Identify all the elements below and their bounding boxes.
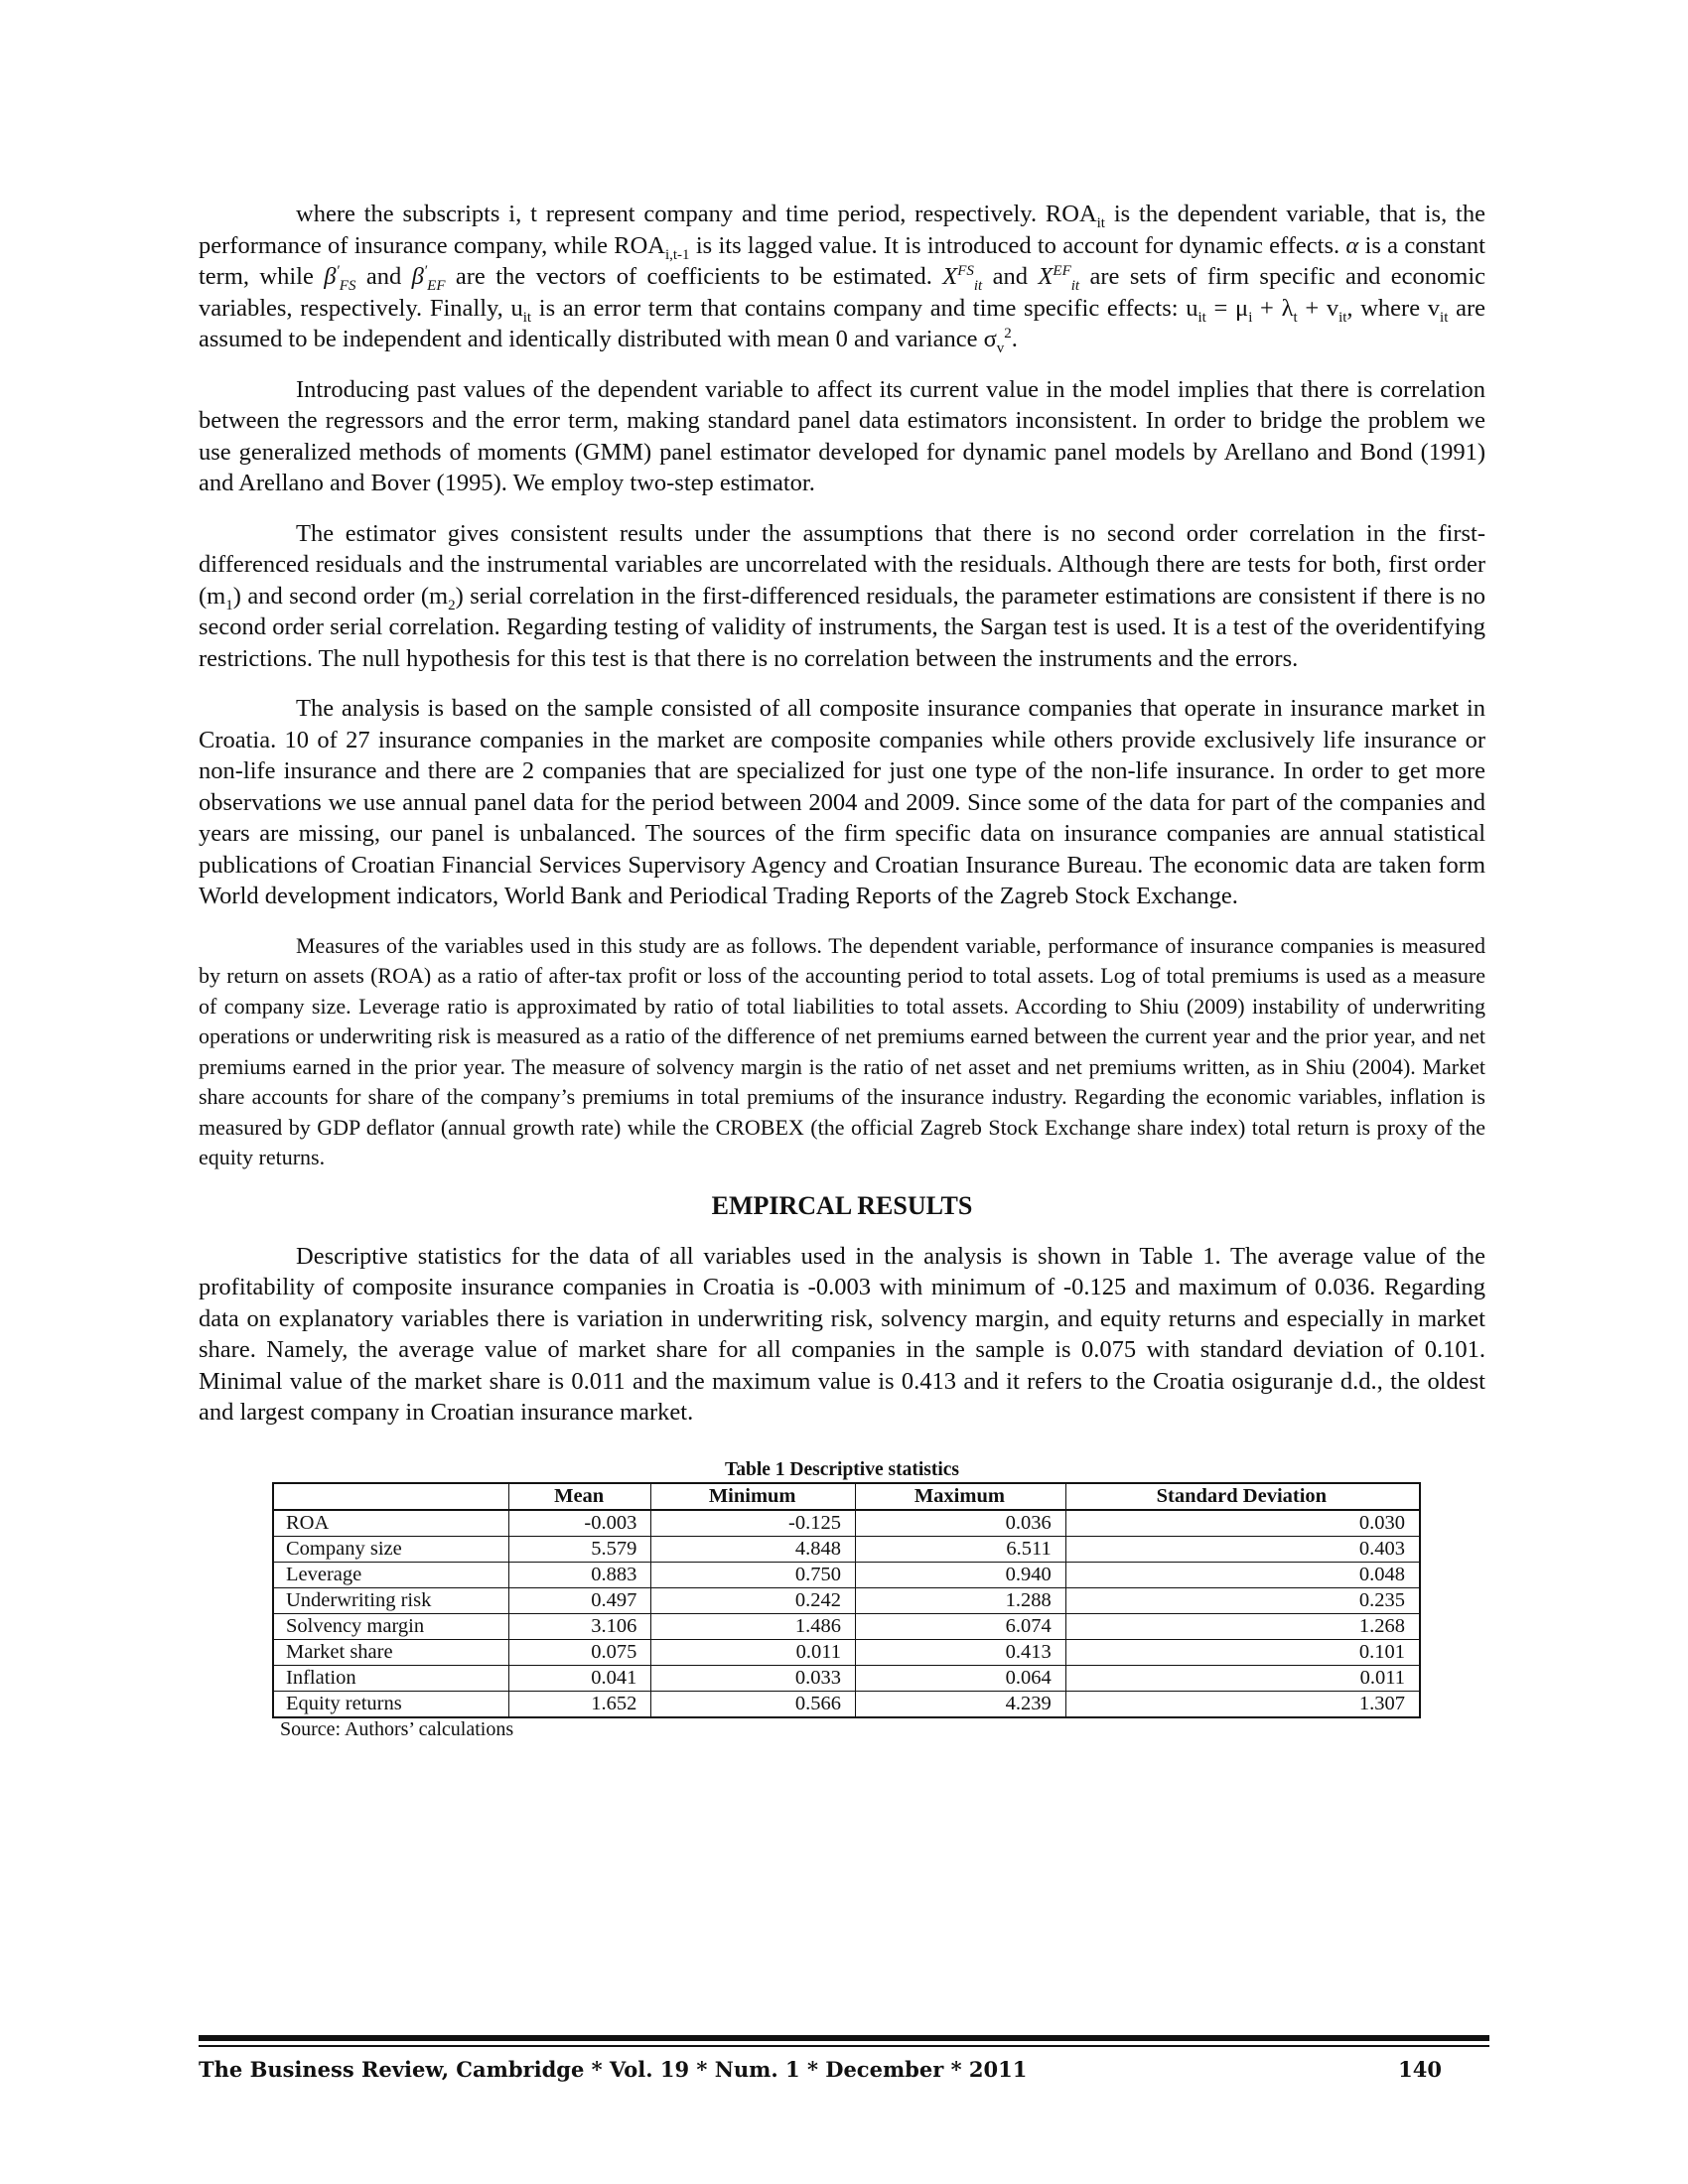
value-cell: 0.497 — [509, 1587, 651, 1613]
paragraph-sample-description: The analysis is based on the sample consisted of all composite insurance companies that operate in insurance market in Croatia. 10 of 27 insurance companies in the market are composite companies while others provide exclusively life insurance or non-life insurance and there are 2 companies that are specialized for just one type of the non-life insurance. In order to get more observations we use annual panel data for the period between 2004 and 2009. Since some of the data for part of the companies and years are missing, our panel is unbalanced. The sources of the firm specific data on insurance companies are annual statistical publications of Croatian Financial Services Supervisory Agency and Croatian Insurance Bureau. The economic data are taken form World development indicators, World Bank and Periodical Trading Reports of the Zagreb Stock Exchange. — [199, 695, 1485, 909]
value-cell: 1.268 — [1065, 1613, 1420, 1639]
table-row — [273, 1562, 1420, 1587]
value-cell: 1.288 — [856, 1587, 1066, 1613]
value-cell: 4.239 — [856, 1691, 1066, 1717]
table-row — [273, 1536, 1420, 1562]
row-label-cell: Solvency margin — [273, 1613, 509, 1639]
descriptive-statistics-table — [272, 1482, 1421, 1718]
value-cell: 1.307 — [1065, 1691, 1420, 1717]
table-body — [273, 1510, 1420, 1717]
value-cell: 0.033 — [651, 1665, 856, 1691]
value-cell: 0.030 — [1065, 1510, 1420, 1537]
row-label-cell: Equity returns — [273, 1691, 509, 1717]
value-cell: 0.566 — [651, 1691, 856, 1717]
value-cell: 0.242 — [651, 1587, 856, 1613]
value-cell: 0.041 — [509, 1665, 651, 1691]
table-row — [273, 1587, 1420, 1613]
table-header-cell: Maximum — [856, 1483, 1066, 1510]
value-cell: 0.011 — [1065, 1665, 1420, 1691]
x-ef-symbol: $X^{EF}_{it}$ — [1038, 262, 1080, 294]
value-cell: 1.652 — [509, 1691, 651, 1717]
value-cell: 0.064 — [856, 1665, 1066, 1691]
table-row — [273, 1691, 1420, 1717]
table-row — [273, 1639, 1420, 1665]
row-label-cell: Leverage — [273, 1562, 509, 1587]
value-cell: 5.579 — [509, 1536, 651, 1562]
table-header-cell: Minimum — [651, 1483, 856, 1510]
row-label-cell: Underwriting risk — [273, 1587, 509, 1613]
table-header-cell — [273, 1483, 509, 1510]
paragraph-serial-correlation: The estimator gives consistent results under the assumptions that there is no second order correlation in the first-differenced residuals and the instrumental variables are uncorrelated with the residuals. Although there are tests for both, first order $(m_1)$ and second order $(m_2)$ serial correlation in the first-differenced residuals, the parameter estimations are consistent if there is no second order serial correlation. Regarding testing of validity of instruments, the Sargan test is used. It is a test of the overidentifying restrictions. The null hypothesis for this test is that there is no correlation between the instruments and the errors. — [199, 519, 1485, 672]
paragraph-gmm-estimator: Introducing past values of the dependent variable to affect its current value in the model implies that there is correlation between the regressors and the error term, making standard panel data estimators inconsistent. In order to bridge the problem we use generalized methods of moments (GMM) panel estimator developed for dynamic panel models by Arellano and Bond (1991) and Arellano and Bover (1995). We employ two-step estimator. — [199, 375, 1485, 496]
value-cell: 1.486 — [651, 1613, 856, 1639]
row-label-cell: Inflation — [273, 1665, 509, 1691]
value-cell: 0.036 — [856, 1510, 1066, 1537]
value-cell: 0.235 — [1065, 1587, 1420, 1613]
table-row — [273, 1510, 1420, 1537]
x-fs-symbol: $X^{FS}_{it}$ — [942, 262, 983, 294]
table-header-cell: Mean — [509, 1483, 651, 1510]
footer-divider-thin — [199, 2045, 1489, 2047]
page-number: 140 — [1398, 2057, 1442, 2082]
paragraph-descriptive-statistics: Descriptive statistics for the data of all variables used in the analysis is shown in Table 1. The average value of the profitability of composite insurance companies in Croatia is -0.003 with minimum of -0.125 and maximum of 0.036. Regarding data on explanatory variables there is variation in underwriting risk, solvency margin, and equity returns and especially in market share. Namely, the average value of market share for all companies in the sample is 0.075 with standard deviation of 0.101. Minimal value of the market share is 0.011 and the maximum value is 0.413 and it refers to the Croatia osiguranje d.d., the oldest and largest company in Croatian insurance market. — [199, 1242, 1485, 1426]
value-cell: 3.106 — [509, 1613, 651, 1639]
beta-ef-symbol: $\beta'_{EF}$ — [411, 262, 446, 294]
table-row — [273, 1613, 1420, 1639]
value-cell: 0.940 — [856, 1562, 1066, 1587]
table-title: Table 1 Descriptive statistics — [725, 1458, 959, 1480]
table-header-row — [273, 1483, 1420, 1510]
row-label-cell: Market share — [273, 1639, 509, 1665]
value-cell: 0.750 — [651, 1562, 856, 1587]
row-label-cell: Company size — [273, 1536, 509, 1562]
value-cell: 4.848 — [651, 1536, 856, 1562]
value-cell: -0.125 — [651, 1510, 856, 1537]
value-cell: 0.011 — [651, 1639, 856, 1665]
value-cell: 6.511 — [856, 1536, 1066, 1562]
paragraph-model-definition: where the subscripts i, t represent company and time period, respectively. $ROA_{it}$ is the dependent variable, that is, the performance of insurance company, while $ROA_{i,t-1}$ is its lagged value. It is introduced to account for dynamic effects. α is a constant term, while $\beta'_{FS}$ and $\beta'_{EF}$ are the vectors of coefficients to be estimated. $X^{FS}_{it}$ and $X^{EF}_{it}$ are sets of firm specific and economic variables, respectively. Finally, $u_{it}$ is an error term that contains company and time specific effects: $u_{it} = \mu_i + \lambda_t + v_{it}$, where $v_{it}$ are assumed to be independent and identically distributed with mean 0 and variance $\sigma_v^2$. — [199, 201, 1486, 356]
value-cell: 0.101 — [1065, 1639, 1420, 1665]
value-cell: 6.074 — [856, 1613, 1066, 1639]
paragraph-variable-measures: Measures of the variables used in this study are as follows. The dependent variable, performance of insurance companies is measured by return on assets (ROA) as a ratio of after-tax profit or loss of the accounting period to total assets. Log of total premiums is used as a measure of company size. Leverage ratio is approximated by ratio of total liabilities to total assets. According to Shiu (2009) instability of underwriting operations or underwriting risk is measured as a ratio of the difference of net premiums earned between the current year and the prior year, and net premiums earned in the prior year. The measure of solvency margin is the ratio of net asset and net premiums written, as in Shiu (2004). Market share accounts for share of the company’s premiums in total premiums of the insurance industry. Regarding the economic variables, inflation is measured by GDP deflator (annual growth rate) while the CROBEX (the official Zagreb Stock Exchange share index) total return is proxy of the equity returns. — [199, 932, 1485, 1169]
row-label-cell: ROA — [273, 1510, 509, 1537]
journal-citation: The Business Review, Cambridge * Vol. 19 * Num. 1 * December * 2011 — [199, 2057, 1028, 2082]
value-cell: 0.413 — [856, 1639, 1066, 1665]
value-cell: 0.048 — [1065, 1562, 1420, 1587]
section-heading: EMPIRCAL RESULTS — [711, 1190, 973, 1220]
value-cell: 0.075 — [509, 1639, 651, 1665]
page-body — [199, 199, 1485, 1740]
value-cell: -0.003 — [509, 1510, 651, 1537]
table-row — [273, 1665, 1420, 1691]
value-cell: 0.883 — [509, 1562, 651, 1587]
beta-fs-symbol: $\beta'_{FS}$ — [324, 262, 356, 294]
value-cell: 0.403 — [1065, 1536, 1420, 1562]
footer-divider — [199, 2035, 1489, 2041]
table-source-note: Source: Authors’ calculations — [280, 1717, 514, 1740]
table-header-cell: Standard Deviation — [1065, 1483, 1420, 1510]
